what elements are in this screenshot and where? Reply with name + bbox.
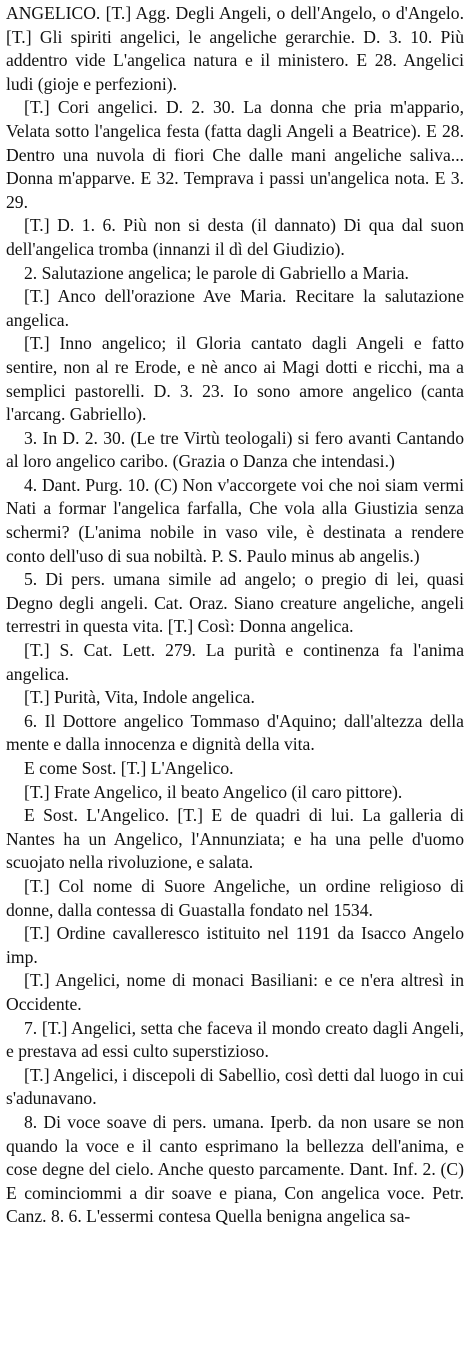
entry-paragraph: 2. Salutazione angelica; le parole di Gabriello a Maria. (24, 262, 409, 283)
entry-paragraph: [T.] Ordine cavalleresco istituito nel 1191 da Isacco Angelo imp. (6, 923, 464, 967)
entry-paragraph: [T.] S. Cat. Lett. 279. La purità e continenza fa l'anima angelica. (6, 640, 464, 684)
entry-paragraph: 4. Dant. Purg. 10. (C) Non v'accorgete voi che noi siam vermi Nati a formar l'angelica farfalla, Che vola alla Giustizia senza schermi? (L'anima nobile in vaso vile, è destinata a rendere conto dell'uso di sua nobiltà. P. S. Paulo minus ab angelis.) (6, 474, 464, 566)
entry-paragraph: [T.] Frate Angelico, il beato Angelico (il caro pittore). (24, 781, 403, 802)
entry-paragraph: E Sost. L'Angelico. [T.] E de quadri di lui. La galleria di Nantes ha un Angelico, l'Annunziata; e ha una pelle d'uomo scuojato nella rivoluzione, e salata. (6, 805, 464, 873)
entry-paragraph: [T.] Col nome di Suore Angeliche, un ordine religioso di donne, dalla contessa di Guastalla fondato nel 1534. (6, 875, 464, 920)
entry-paragraph: 5. Di pers. umana simile ad angelo; o pregio di lei, quasi Degno degli angeli. Cat. Oraz. Siano creature angeliche, angeli terrestri in questa vita. [T.] Così: Donna angelica. (6, 569, 464, 637)
entry-paragraph: 6. Il Dottore angelico Tommaso d'Aquino; dall'altezza della mente e dalla innocenza e dignità della vita. (6, 710, 464, 755)
entry-paragraph: 8. Di voce soave di pers. umana. Iperb. da non usare se non quando la voce e il canto esprimano la bellezza dell'anima, e cose degne del cielo. Anche questo parcamente. Dant. Inf. 2. (C) E cominciommi a dir soave e piana, Con angelica voce. Petr. Canz. 8. 6. L'essermi contesa Quella benigna angelica sa- (6, 1111, 464, 1227)
entry-paragraph: [T.] Anco dell'orazione Ave Maria. Recitare la salutazione angelica. (6, 286, 464, 330)
entry-headword-paragraph: ANGELICO. [T.] Agg. Degli Angeli, o dell'Angelo, o d'Angelo. [T.] Gli spiriti angelici, le angeliche gerarchie. D. 3. 10. Più addentro vide L'angelica natura e il ministero. E 28. Angelici ludi (gioje e perfezioni). (6, 3, 464, 94)
entry-paragraph: [T.] Angelici, i discepoli di Sabellio, così detti dal luogo in cui s'adunavano. (6, 1064, 464, 1109)
entry-paragraph: [T.] Purità, Vita, Indole angelica. (24, 687, 255, 708)
entry-paragraph: [T.] Cori angelici. D. 2. 30. La donna che pria m'appario, Velata sotto l'angelica festa (fatta dagli Angeli a Beatrice). E 28. Dentro una nuvola di fiori Che dalle mani angeliche saliva... Donna m'apparve. E 32. Temprava i passi un'angelica nota. E 3. 29. (6, 97, 464, 212)
entry-paragraph: 7. [T.] Angelici, setta che faceva il mondo creato dagli Angeli, e prestava ad essi culto superstizioso. (6, 1017, 464, 1062)
entry-paragraph: [T.] Angelici, nome di monaci Basiliani: e ce n'era altresì in Occidente. (6, 970, 464, 1014)
entry-paragraph: E come Sost. [T.] L'Angelico. (24, 758, 234, 778)
entry-paragraph: [T.] D. 1. 6. Più non si desta (il dannato) Di qua dal suon dell'angelica tromba (innanzi il dì del Giudizio). (6, 215, 464, 259)
entry-paragraph: [T.] Inno angelico; il Gloria cantato dagli Angeli e fatto sentire, non al re Erode, e nè anco ai Magi dotti e ricchi, ma a semplici pastorelli. D. 3. 23. Io sono amore angelico (canta l'arcang. Gabriello). (6, 333, 464, 425)
entry-paragraph: 3. In D. 2. 30. (Le tre Virtù teologali) si fero avanti Cantando al loro angelico caribo. (Grazia o Danza che intendasi.) (6, 427, 464, 472)
